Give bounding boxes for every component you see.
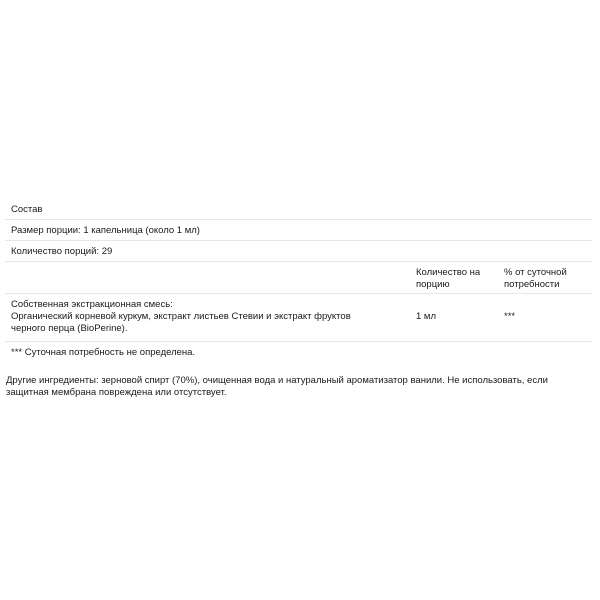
facts-header-row bbox=[5, 262, 592, 294]
servings-row bbox=[5, 241, 592, 262]
item-name bbox=[11, 299, 416, 336]
header-spacer bbox=[11, 267, 416, 288]
facts-footnote-row bbox=[5, 342, 592, 364]
item-daily-value: *** bbox=[504, 311, 516, 322]
serving-size: Размер порции: 1 капельница (около 1 мл) bbox=[11, 225, 200, 236]
facts-item-row bbox=[5, 294, 592, 342]
other-ingredients: Другие ингредиенты: зерновой спирт (70%), очищенная вода и натуральный ароматизатор ванили. Не использовать, если защитная мембрана повреждена или отсутствует. bbox=[6, 375, 548, 398]
header-amount: Количество на порцию bbox=[416, 267, 481, 290]
serving-size-row bbox=[5, 220, 592, 241]
item-name-line: Собственная экстракционная смесь: bbox=[11, 299, 173, 310]
item-amount: 1 мл bbox=[416, 311, 436, 322]
daily-value-footnote: *** Суточная потребность не определена. bbox=[11, 347, 196, 358]
facts-title: Состав bbox=[11, 204, 43, 215]
item-name-line: черного перца (BioPerine). bbox=[11, 323, 128, 334]
supplement-facts-panel bbox=[5, 199, 592, 364]
servings-per-container: Количество порций: 29 bbox=[11, 246, 113, 257]
header-daily-value: % от суточной потребности bbox=[504, 267, 567, 290]
item-name-line: Органический корневой куркум, экстракт листьев Стевии и экстракт фруктов bbox=[11, 311, 351, 322]
facts-title-row bbox=[5, 199, 592, 220]
